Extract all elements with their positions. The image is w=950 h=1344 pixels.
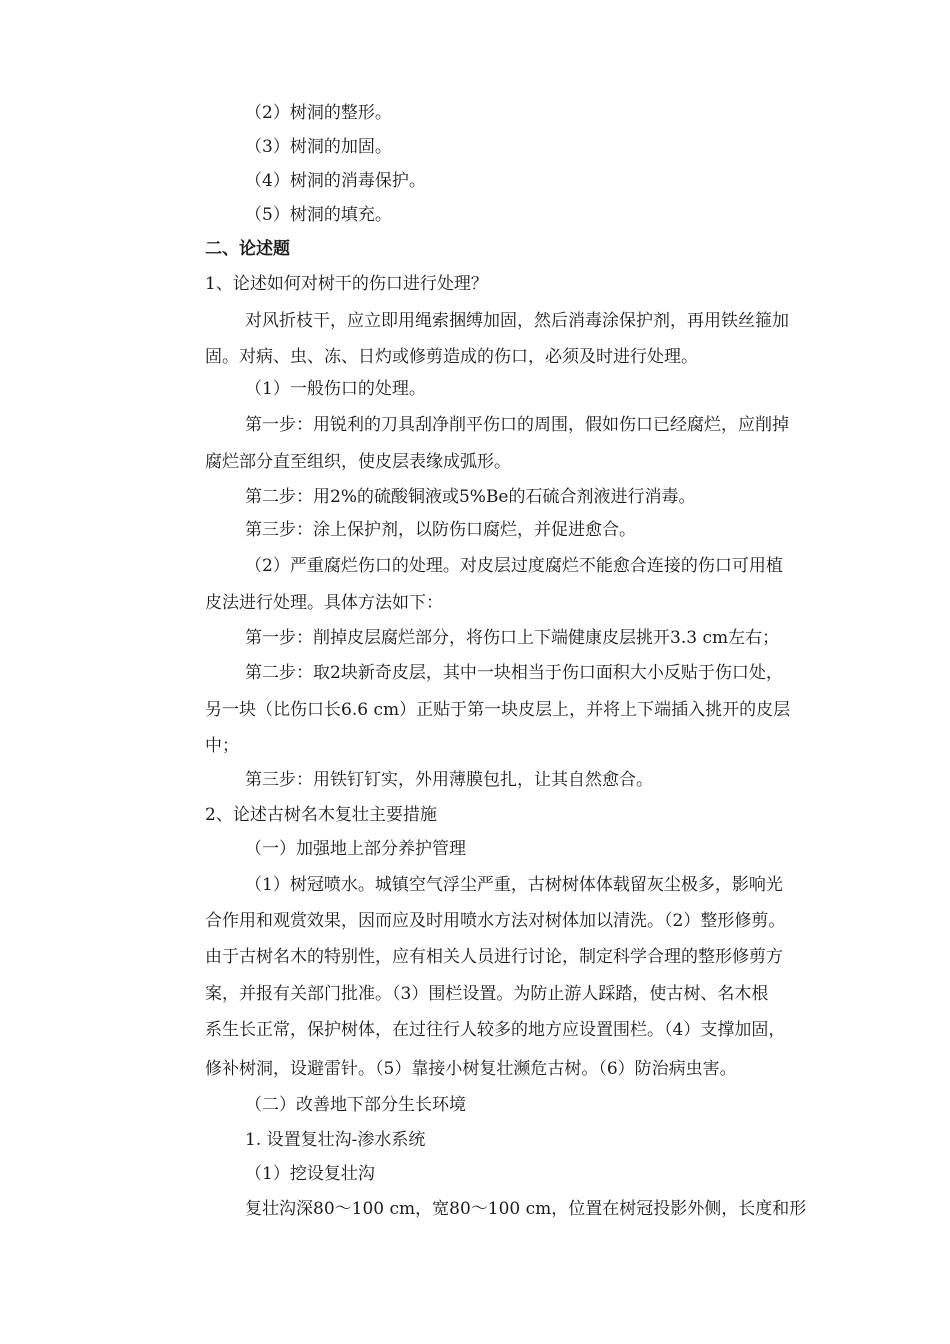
text-line-31: （1）挖设复壮沟 [245, 1164, 375, 1184]
text-line-19: 中； [205, 736, 239, 756]
subheading-above-ground: （一）加强地上部分养护管理 [245, 839, 466, 859]
section-heading-essay: 二、论述题 [205, 239, 290, 259]
text-line-26: 案，并报有关部门批准。（3）围栏设置。为防止游人踩踏，使古树、名木根 [205, 984, 769, 1004]
text-line-10: 第一步：用锐利的刀具刮净削平伤口的周围，假如伤口已经腐烂，应削掉 [245, 415, 789, 435]
text-line-11: 腐烂部分直至组织，使皮层表缘成弧形。 [205, 452, 511, 472]
text-line-27: 系生长正常，保护树体，在过往行人较多的地方应设置围栏。（4）支撑加固， [205, 1020, 786, 1040]
question-1: 1、论述如何对树干的伤口进行处理？ [205, 274, 488, 294]
text-line-14: （2）严重腐烂伤口的处理。对皮层过度腐烂不能愈合连接的伤口可用植 [245, 556, 783, 576]
text-line-1: （2）树洞的整形。 [245, 103, 392, 123]
text-line-16: 第一步：削掉皮层腐烂部分，将伤口上下端健康皮层挑开3.3 cm左右； [245, 628, 780, 648]
text-line-2: （3）树洞的加固。 [245, 137, 392, 157]
subheading-below-ground: （二）改善地下部分生长环境 [245, 1095, 466, 1115]
text-line-4: （5）树洞的填充。 [245, 205, 392, 225]
text-line-32: 复壮沟深80～100 cm，宽80～100 cm，位置在树冠投影外侧，长度和形 [245, 1199, 807, 1219]
text-line-17: 第二步：取2块新奇皮层，其中一块相当于伤口面积大小反贴于伤口处， [245, 663, 783, 683]
text-line-24: 合作用和观赏效果，因而应及时用喷水方法对树体加以清洗。（2）整形修剪。 [205, 911, 786, 931]
text-line-7: 对风折枝干，应立即用绳索捆缚加固，然后消毒涂保护剂，再用铁丝箍加 [245, 311, 789, 331]
text-line-25: 由于古树名木的特别性，应有相关人员进行讨论，制定科学合理的整形修剪方 [205, 947, 783, 967]
text-line-12: 第二步：用2%的硫酸铜液或5%Be的石硫合剂液进行消毒。 [245, 487, 696, 507]
question-2: 2、论述古树名木复壮主要措施 [205, 805, 437, 825]
text-line-15: 皮法进行处理。具体方法如下： [205, 593, 443, 613]
text-line-13: 第三步：涂上保护剂，以防伤口腐烂，并促进愈合。 [245, 520, 636, 540]
text-line-3: （4）树洞的消毒保护。 [245, 171, 426, 191]
text-line-8: 固。对病、虫、冻、日灼或修剪造成的伤口，必须及时进行处理。 [205, 347, 698, 367]
text-line-28: 修补树洞，设避雷针。（5）靠接小树复壮濒危古树。（6）防治病虫害。 [205, 1059, 737, 1079]
text-line-30: 1. 设置复壮沟-渗水系统 [245, 1130, 426, 1150]
text-line-20: 第三步：用铁钉钉实，外用薄膜包扎，让其自然愈合。 [245, 770, 653, 790]
text-line-23: （1）树冠喷水。城镇空气浮尘严重，古树树体体载留灰尘极多，影响光 [245, 875, 783, 895]
text-line-18: 另一块（比伤口长6.6 cm）正贴于第一块皮层上，并将上下端插入挑开的皮层 [205, 700, 791, 720]
text-line-9: （1）一般伤口的处理。 [245, 379, 426, 399]
